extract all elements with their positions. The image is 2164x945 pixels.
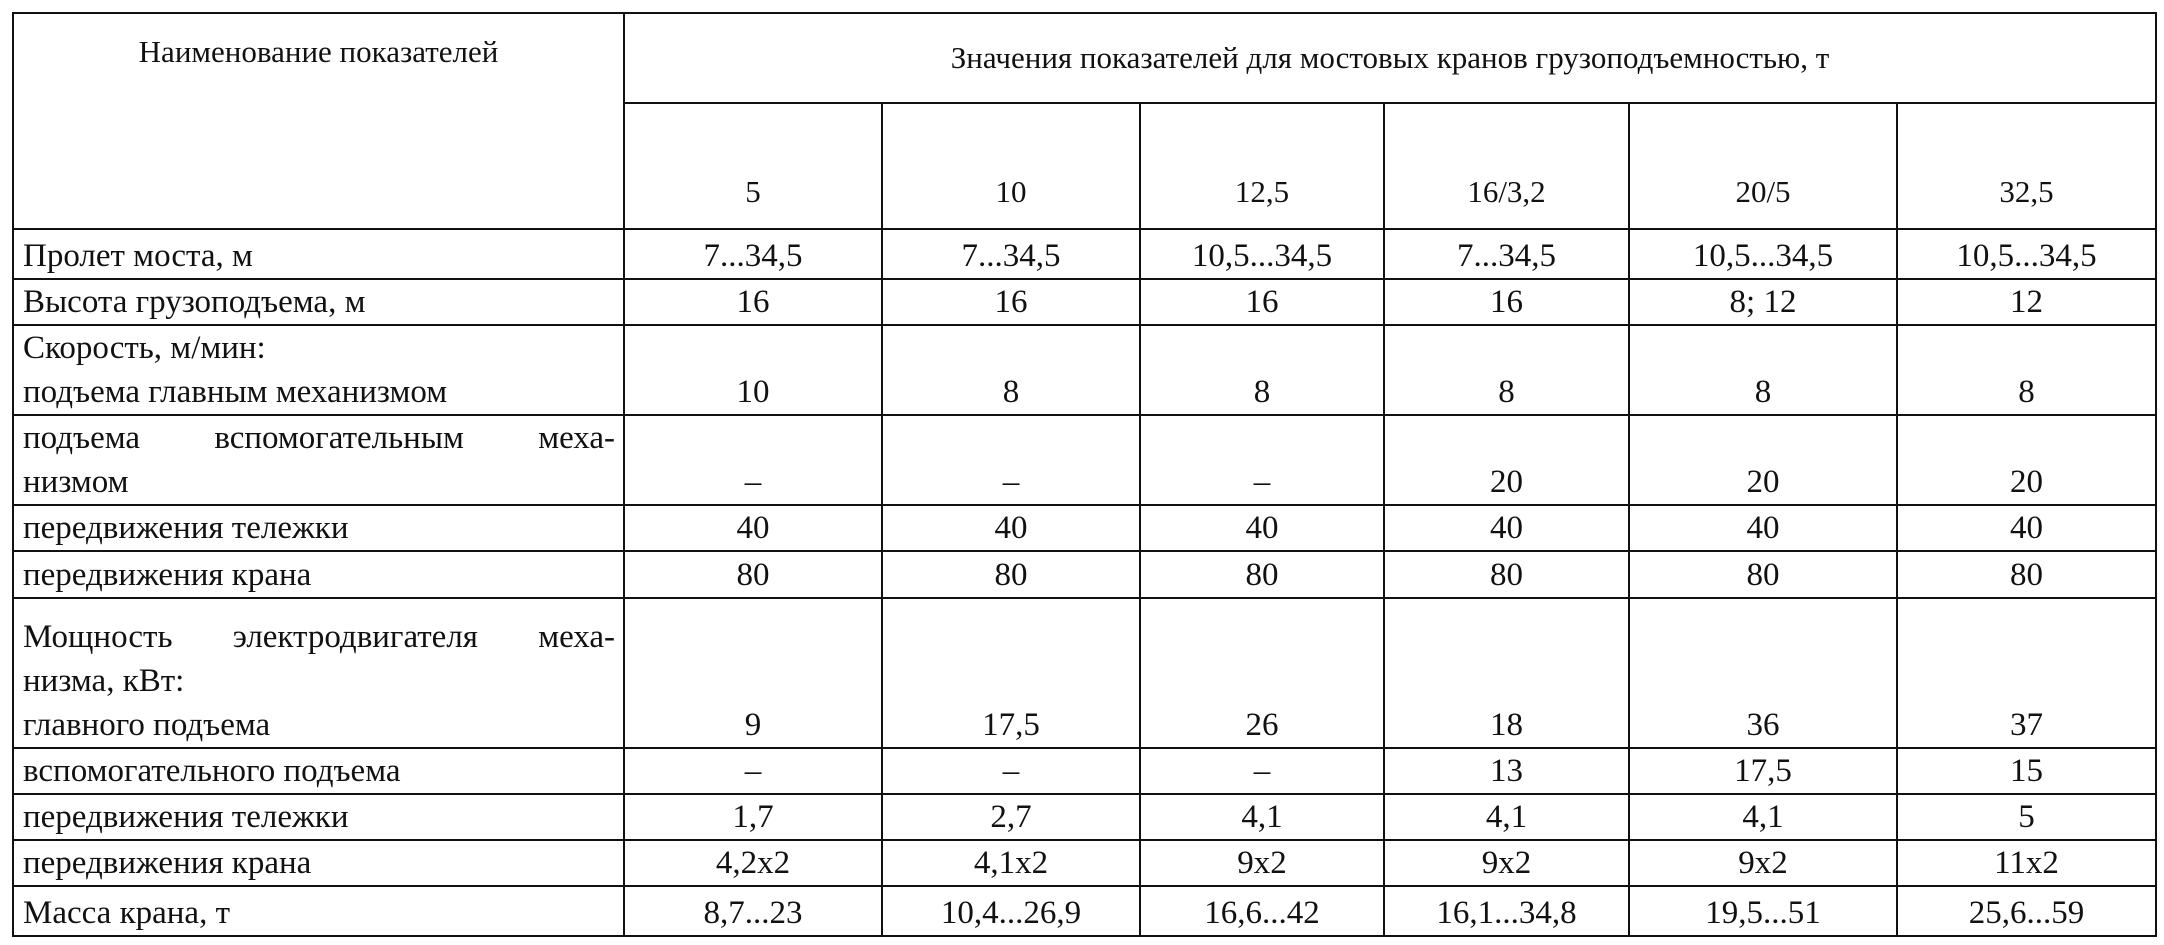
value-cell: 8 (1897, 325, 2156, 415)
row-label-line: передвижения тележки (23, 798, 349, 835)
header-capacity-12-5: 12,5 (1140, 103, 1384, 229)
value-cell: 4,1 (1140, 794, 1384, 840)
value-cell: 17,5 (882, 598, 1140, 748)
value-cell: 4,1x2 (882, 840, 1140, 886)
header-capacity-group: Значения показателей для мостовых кранов грузоподъемностью, т (624, 13, 2156, 103)
row-label (13, 551, 624, 597)
value-cell: 9x2 (1629, 840, 1897, 886)
value-cell: 7...34,5 (1384, 229, 1629, 279)
value-cell: 80 (1140, 551, 1384, 597)
row-label-line: передвижения крана (23, 556, 312, 593)
value-cell: 16,1...34,8 (1384, 886, 1629, 936)
table-row (13, 598, 2156, 748)
row-label (13, 598, 624, 748)
value-cell: 25,6...59 (1897, 886, 2156, 936)
crane-specs-table-wrap (12, 12, 2155, 937)
value-cell: 80 (1897, 551, 2156, 597)
value-cell: 40 (1140, 505, 1384, 551)
value-cell: 80 (1384, 551, 1629, 597)
header-capacity-10: 10 (882, 103, 1140, 229)
value-cell: 37 (1897, 598, 2156, 748)
row-label-line: Скорость, м/мин: (23, 330, 266, 367)
value-cell: 4,1 (1629, 794, 1897, 840)
row-label (13, 794, 624, 840)
value-cell: 8 (1629, 325, 1897, 415)
crane-specs-table (12, 12, 2157, 937)
row-label (13, 748, 624, 794)
value-cell: 8 (1140, 325, 1384, 415)
row-label-line: вспомогательного подъема (23, 752, 401, 789)
value-cell: 80 (882, 551, 1140, 597)
value-cell: 80 (624, 551, 882, 597)
value-cell: 8 (882, 325, 1140, 415)
value-cell: 8; 12 (1629, 279, 1897, 325)
value-cell: 36 (1629, 598, 1897, 748)
value-cell: 7...34,5 (882, 229, 1140, 279)
value-cell: 15 (1897, 748, 2156, 794)
row-label-line: низмом (23, 464, 129, 501)
value-cell: 8,7...23 (624, 886, 882, 936)
table-body (13, 229, 2156, 936)
row-label-line: передвижения крана (23, 844, 312, 881)
value-cell: – (624, 415, 882, 505)
row-label-line: подъема главным механизмом (23, 374, 448, 411)
value-cell: 10,4...26,9 (882, 886, 1140, 936)
table-row (13, 415, 2156, 505)
value-cell: 19,5...51 (1629, 886, 1897, 936)
value-cell: 10,5...34,5 (1629, 229, 1897, 279)
header-capacity-5: 5 (624, 103, 882, 229)
value-cell: – (624, 748, 882, 794)
value-cell: 5 (1897, 794, 2156, 840)
header-capacity-32-5: 32,5 (1897, 103, 2156, 229)
table-row (13, 229, 2156, 279)
value-cell: 80 (1629, 551, 1897, 597)
value-cell: 9x2 (1140, 840, 1384, 886)
header-capacity-20-5: 20/5 (1629, 103, 1897, 229)
value-cell: 40 (1384, 505, 1629, 551)
row-label-line: Высота грузоподъема, м (23, 284, 366, 321)
row-label (13, 886, 624, 936)
value-cell: 11x2 (1897, 840, 2156, 886)
value-cell: – (1140, 415, 1384, 505)
value-cell: 9 (624, 598, 882, 748)
table-row (13, 886, 2156, 936)
value-cell: 10 (624, 325, 882, 415)
value-cell: – (882, 748, 1140, 794)
value-cell: 2,7 (882, 794, 1140, 840)
row-label-line: низма, кВт: (23, 662, 185, 699)
table-row (13, 748, 2156, 794)
table-row (13, 794, 2156, 840)
value-cell: 16 (1384, 279, 1629, 325)
value-cell: 1,7 (624, 794, 882, 840)
value-cell: – (882, 415, 1140, 505)
value-cell: – (1140, 748, 1384, 794)
row-label-line: Масса крана, т (23, 895, 230, 931)
value-cell: 16 (624, 279, 882, 325)
value-cell: 16,6...42 (1140, 886, 1384, 936)
table-row (13, 840, 2156, 886)
table-row (13, 325, 2156, 415)
header-name-column: Наименование показателей (13, 13, 624, 229)
value-cell: 10,5...34,5 (1140, 229, 1384, 279)
table-row (13, 551, 2156, 597)
value-cell: 7...34,5 (624, 229, 882, 279)
header-capacity-16-3-2: 16/3,2 (1384, 103, 1629, 229)
row-label-line: Пролет моста, м (23, 238, 253, 275)
value-cell: 26 (1140, 598, 1384, 748)
value-cell: 12 (1897, 279, 2156, 325)
row-label-line: подъема вспомогательным меха- (23, 420, 615, 457)
value-cell: 17,5 (1629, 748, 1897, 794)
value-cell: 4,2x2 (624, 840, 882, 886)
row-label (13, 840, 624, 886)
value-cell: 8 (1384, 325, 1629, 415)
row-label-line: главного подъема (23, 706, 271, 743)
row-label (13, 325, 624, 415)
row-label (13, 505, 624, 551)
value-cell: 20 (1384, 415, 1629, 505)
value-cell: 20 (1897, 415, 2156, 505)
value-cell: 40 (1897, 505, 2156, 551)
row-label-line: передвижения тележки (23, 510, 349, 547)
value-cell: 16 (882, 279, 1140, 325)
value-cell: 40 (1629, 505, 1897, 551)
value-cell: 9x2 (1384, 840, 1629, 886)
value-cell: 40 (624, 505, 882, 551)
value-cell: 40 (882, 505, 1140, 551)
table-row (13, 279, 2156, 325)
table-row (13, 505, 2156, 551)
row-label (13, 415, 624, 505)
row-label-line: Мощность электродвигателя меха- (23, 618, 615, 655)
value-cell: 16 (1140, 279, 1384, 325)
value-cell: 18 (1384, 598, 1629, 748)
value-cell: 4,1 (1384, 794, 1629, 840)
value-cell: 20 (1629, 415, 1897, 505)
row-label (13, 279, 624, 325)
value-cell: 10,5...34,5 (1897, 229, 2156, 279)
value-cell: 13 (1384, 748, 1629, 794)
row-label (13, 229, 624, 279)
